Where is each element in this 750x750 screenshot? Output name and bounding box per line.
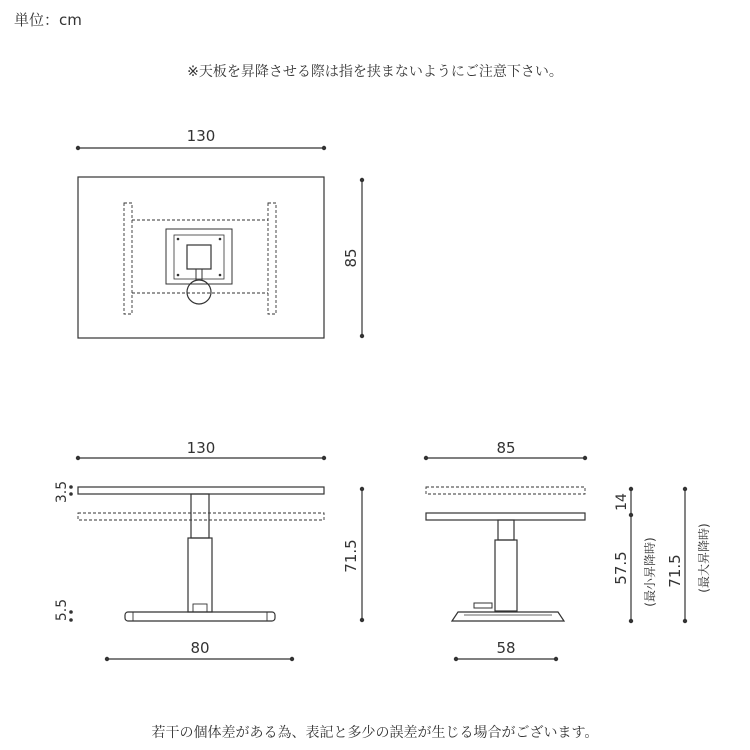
front-view	[69, 456, 364, 661]
mount-plate-inner	[174, 235, 224, 279]
disclaimer-text: 若干の個体差がある為、表記と多少の誤差が生じる場合がございます。	[151, 725, 599, 741]
front-pedal	[193, 604, 207, 612]
base-width-label: 80	[190, 639, 210, 657]
bolt-icon	[177, 274, 180, 277]
dim-dot	[105, 657, 109, 661]
side-base-label: 58	[496, 639, 516, 657]
front-lower-column	[188, 538, 212, 612]
bolt-icon	[219, 238, 222, 241]
dim-dot	[360, 334, 364, 338]
dim-dot	[683, 487, 687, 491]
top-width-label: 130	[186, 127, 216, 145]
side-pedal	[474, 603, 492, 608]
dim-dot	[360, 178, 364, 182]
max-height-note: (最大昇降時)	[697, 523, 711, 593]
dim-dot	[683, 619, 687, 623]
front-width-label: 130	[186, 439, 216, 457]
unit-label: 単位：cm	[14, 11, 82, 29]
dim-dot	[322, 146, 326, 150]
side-tabletop-raised	[426, 487, 585, 494]
tabletop-outline	[78, 177, 324, 338]
dim-dot	[454, 657, 458, 661]
top-depth-label: 85	[342, 248, 360, 268]
mount-plate	[166, 229, 232, 284]
front-upper-column	[191, 494, 209, 538]
column-square	[187, 245, 211, 269]
frame-rail-right	[268, 203, 276, 314]
travel-label: 14	[614, 493, 630, 511]
side-base	[452, 612, 564, 621]
bolt-icon	[177, 238, 180, 241]
dim-dot	[360, 618, 364, 622]
front-height-label: 71.5	[342, 539, 360, 573]
safety-notice: ※天板を昇降させる際は指を挟まないようにご注意下さい。	[187, 64, 563, 80]
frame-rail-left	[124, 203, 132, 314]
side-lower-column	[495, 540, 517, 611]
front-base	[125, 612, 275, 621]
min-height-label: 57.5	[612, 551, 630, 585]
dim-dot	[554, 657, 558, 661]
front-tabletop	[78, 487, 324, 494]
dim-dot	[629, 487, 633, 491]
dim-dot	[76, 456, 80, 460]
min-height-note: (最小昇降時)	[643, 537, 657, 607]
dim-dot	[424, 456, 428, 460]
side-upper-column	[498, 520, 514, 540]
front-tabletop-lowered	[78, 513, 324, 520]
top-view	[76, 146, 364, 338]
dim-dot	[290, 657, 294, 661]
bolt-icon	[219, 274, 222, 277]
dim-dot	[583, 456, 587, 460]
base-height-label: 5.5	[54, 598, 70, 622]
dim-dot	[322, 456, 326, 460]
top-thickness-label: 3.5	[54, 480, 70, 504]
dim-dot	[629, 619, 633, 623]
side-tabletop	[426, 513, 585, 520]
side-depth-label: 85	[496, 439, 516, 457]
dim-dot	[76, 146, 80, 150]
dim-dot	[360, 487, 364, 491]
max-height-label: 71.5	[666, 554, 684, 588]
